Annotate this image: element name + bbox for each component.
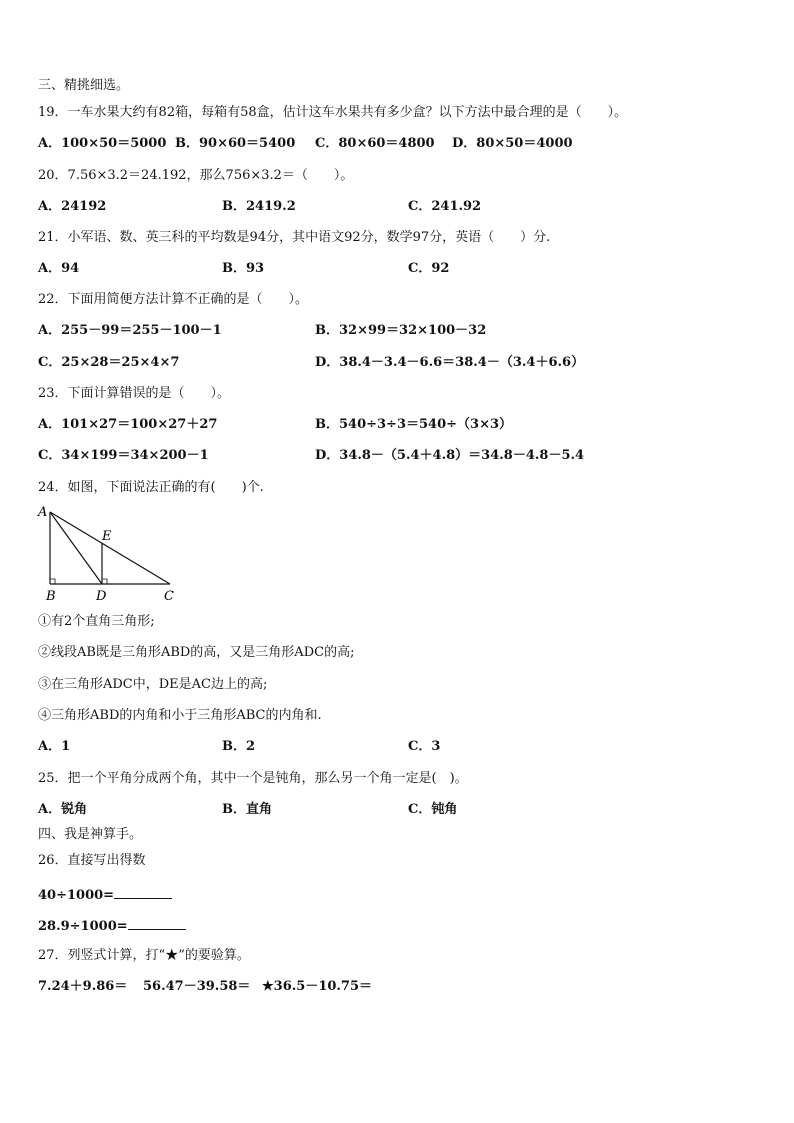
segment-ac — [50, 512, 170, 584]
q24-statement-2: ②线段AB既是三角形ABD的高，又是三角形ADC的高; — [38, 645, 355, 660]
section-4-heading: 四、我是神算手。 — [38, 827, 143, 842]
label-c: C — [164, 589, 174, 604]
q22-option-d[interactable]: D．38.4－3.4－6.6＝38.4－（3.4＋6.6） — [315, 355, 585, 370]
q23-option-d[interactable]: D．34.8－（5.4＋4.8）＝34.8－4.8－5.4 — [315, 448, 585, 463]
label-b: B — [46, 589, 56, 604]
q19-option-b[interactable]: B．90×60＝5400 — [175, 136, 296, 151]
q24-triangle-figure — [30, 500, 190, 604]
q27-item-2: 56.47－39.58＝ — [143, 979, 251, 994]
q24-option-a[interactable]: A．1 — [38, 739, 71, 754]
q25-option-a[interactable]: A．锐角 — [38, 802, 88, 817]
q24-statement-3: ③在三角形ADC中，DE是AC边上的高; — [38, 677, 268, 692]
q27-item-1: 7.24＋9.86＝ — [38, 979, 128, 994]
q24-stem: 24．如图，下面说法正确的有( )个. — [38, 480, 264, 495]
q19-option-d[interactable]: D．80×50＝4000 — [452, 136, 573, 151]
q24-statement-1: ①有2个直角三角形; — [38, 614, 155, 629]
q24-option-b[interactable]: B．2 — [222, 739, 256, 754]
q22-stem: 22．下面用简便方法计算不正确的是（ ）。 — [38, 292, 309, 307]
q24-statement-4: ④三角形ABD的内角和小于三角形ABC的内角和. — [38, 708, 322, 723]
q27-stem: 27．列竖式计算，打“★”的要验算。 — [38, 948, 250, 963]
q26-stem: 26．直接写出得数 — [38, 853, 146, 868]
q26-answer-blank-1[interactable] — [114, 886, 172, 899]
q26-item-2-expr: 28.9÷1000= — [38, 919, 128, 934]
q19-option-c[interactable]: C．80×60＝4800 — [315, 136, 435, 151]
q21-option-a[interactable]: A．94 — [38, 261, 80, 276]
q23-option-c[interactable]: C．34×199＝34×200－1 — [38, 448, 209, 463]
q26-answer-blank-2[interactable] — [128, 917, 186, 930]
q26-item-1 — [38, 886, 172, 904]
label-d: D — [96, 589, 107, 604]
q22-option-b[interactable]: B．32×99＝32×100－32 — [315, 323, 487, 338]
q24-option-c[interactable]: C．3 — [408, 739, 441, 754]
q25-stem: 25．把一个平角分成两个角，其中一个是钝角，那么另一个角一定是( )。 — [38, 771, 468, 786]
right-angle-mark-b — [50, 579, 55, 584]
q25-option-b[interactable]: B．直角 — [222, 802, 272, 817]
q21-stem: 21．小军语、数、英三科的平均数是94分，其中语文92分，数学97分，英语（ ）分. — [38, 230, 551, 245]
q21-option-c[interactable]: C．92 — [408, 261, 450, 276]
segment-ad — [50, 512, 102, 584]
q26-item-2 — [38, 917, 186, 935]
q23-option-a[interactable]: A．101×27＝100×27＋27 — [38, 417, 218, 432]
section-3-heading: 三、精挑细选。 — [38, 78, 130, 93]
q23-option-b[interactable]: B．540÷3÷3＝540÷（3×3） — [315, 417, 513, 432]
q19-stem: 19．一车水果大约有82箱，每箱有58盒，估计这车水果共有多少盒？以下方法中最合理的是（ ）。 — [38, 105, 628, 120]
q27-item-3: ★36.5－10.75＝ — [262, 979, 373, 994]
q20-stem: 20．7.56×3.2＝24.192，那么756×3.2＝（ ）。 — [38, 168, 354, 183]
q19-option-a[interactable]: A．100×50＝5000 — [38, 136, 167, 151]
q22-option-a[interactable]: A．255－99＝255－100－1 — [38, 323, 222, 338]
q25-option-c[interactable]: C．钝角 — [408, 802, 458, 817]
q20-option-a[interactable]: A．24192 — [38, 199, 107, 214]
label-e: E — [102, 529, 112, 544]
right-angle-mark-d — [102, 579, 107, 584]
q26-item-1-expr: 40÷1000= — [38, 888, 115, 903]
q20-option-b[interactable]: B．2419.2 — [222, 199, 296, 214]
label-a: A — [38, 505, 48, 520]
q20-option-c[interactable]: C．241.92 — [408, 199, 482, 214]
q23-stem: 23．下面计算错误的是（ ）。 — [38, 386, 231, 401]
q21-option-b[interactable]: B．93 — [222, 261, 265, 276]
q22-option-c[interactable]: C．25×28＝25×4×7 — [38, 355, 180, 370]
